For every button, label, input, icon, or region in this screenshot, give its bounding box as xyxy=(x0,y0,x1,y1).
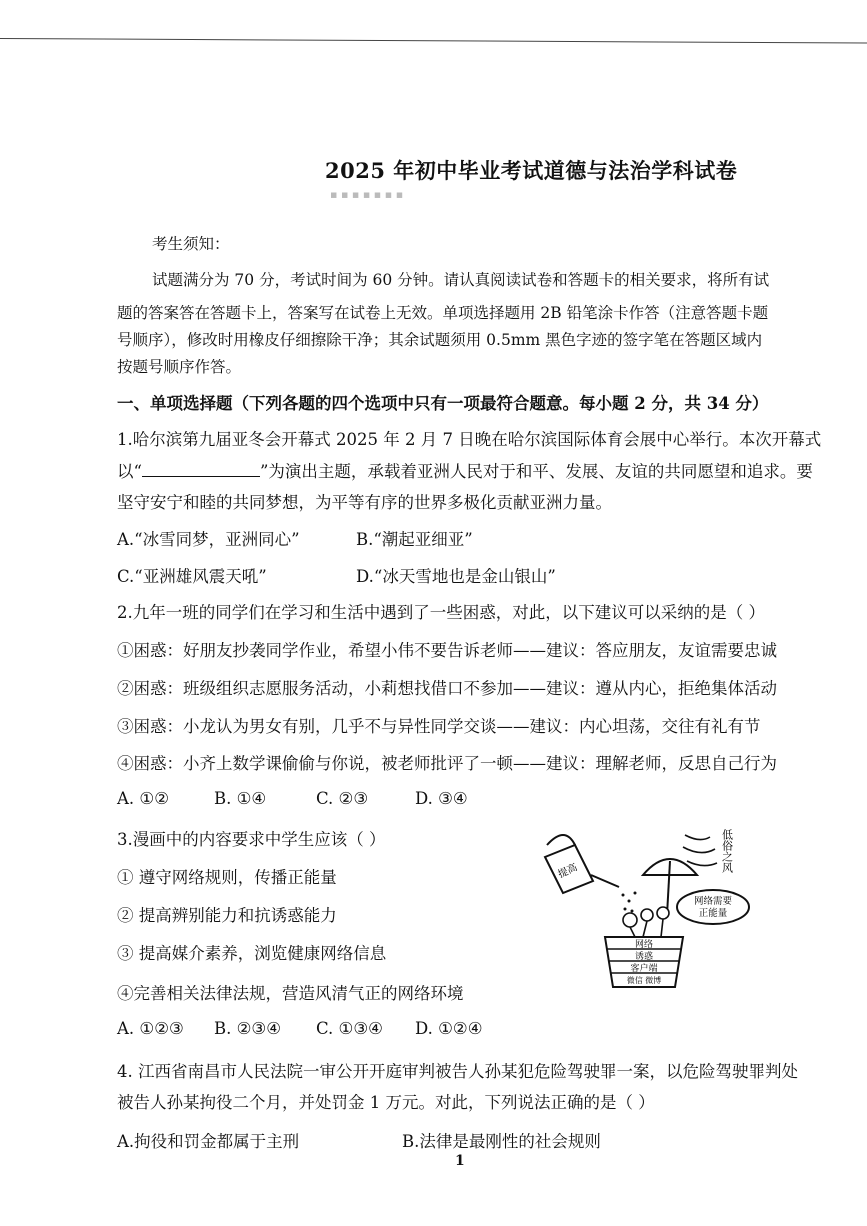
q2-item-3: ③困惑：小龙认为男女有别，几乎不与异性同学交谈——建议：内心坦荡，交往有礼有节 xyxy=(117,717,761,736)
q2-option-a: A. ①② xyxy=(117,789,169,808)
plant xyxy=(623,907,669,937)
q1-option-b: B.“潮起亚细亚” xyxy=(356,530,473,549)
section-one-heading: 一、单项选择题（下列各题的四个选项中只有一项最符合题意。每小题 2 分，共 34 分） xyxy=(117,394,769,413)
wind-label: 低俗之风 xyxy=(720,829,734,873)
q2-item-2: ②困惑：班级组织志愿服务活动，小莉想找借口不参加——建议：遵从内心，拒绝集体活动 xyxy=(117,679,777,698)
scan-edge-line xyxy=(0,38,867,44)
watering-can xyxy=(545,835,619,893)
q4-stem-line: 4. 江西省南昌市人民法院一审公开开庭审判被告人孙某犯危险驾驶罪一案，以危险驾驶罪判处 xyxy=(117,1062,798,1081)
pot-label-1: 网络 xyxy=(634,940,654,950)
flower-pot xyxy=(605,937,683,987)
q3-stem: 3.漫画中的内容要求中学生应该（ ） xyxy=(117,830,386,849)
q4-option-a: A.拘役和罚金都属于主刑 xyxy=(117,1132,300,1151)
q4-option-b: B.法律是最刚性的社会规则 xyxy=(402,1132,601,1151)
q2-option-c: C. ②③ xyxy=(316,789,369,808)
pot-label-4: 微信 微博 xyxy=(626,976,662,985)
notice-line: 号顺序），修改时用橡皮仔细擦除干净；其余试题须用 0.5mm 黑色字迹的签字笔在答题区域内 xyxy=(117,331,763,349)
q3-option-c: C. ①③④ xyxy=(316,1019,383,1038)
q3-option-a: A. ①②③ xyxy=(117,1019,184,1038)
q1-option-a: A.“冰雪同梦，亚洲同心” xyxy=(117,530,300,549)
q3-item-2: ② 提高辨别能力和抗诱惑能力 xyxy=(117,906,337,925)
faint-scan-marks: ▪ ▪ ▪ ▪ ▪ ▪ ▪ xyxy=(330,188,404,201)
q1-stem-line: 坚守安宁和睦的共同梦想，为平等有序的世界多极化贡献亚洲力量。 xyxy=(117,493,612,512)
q1-option-d: D.“冰天雪地也是金山银山” xyxy=(356,567,556,586)
q1-answer-blank xyxy=(142,462,260,477)
sign-text-1: 网络需要 xyxy=(693,896,733,907)
q2-item-1: ①困惑：好朋友抄袭同学作业，希望小伟不要告诉老师——建议：答应朋友，友谊需要忠诚 xyxy=(117,641,777,660)
wind-lines xyxy=(683,835,717,866)
pot-label-2: 诱惑 xyxy=(634,952,654,962)
q3-item-4: ④完善相关法律法规，营造风清气正的网络环境 xyxy=(117,984,464,1003)
exam-title: 2025 年初中毕业考试道德与法治学科试卷 xyxy=(325,158,738,183)
can-label: 提高 xyxy=(556,862,580,881)
q2-item-4: ④困惑：小齐上数学课偷偷与你说，被老师批评了一顿——建议：理解老师，反思自己行为 xyxy=(117,754,777,773)
notice-heading: 考生须知： xyxy=(152,235,230,253)
q3-item-3: ③ 提高媒介素养，浏览健康网络信息 xyxy=(117,944,387,963)
q3-item-1: ① 遵守网络规则，传播正能量 xyxy=(117,868,337,887)
q2-option-b: B. ①④ xyxy=(214,789,267,808)
pot-label-3: 客户端 xyxy=(630,964,658,974)
cartoon-illustration xyxy=(535,815,760,990)
q1-option-c: C.“亚洲雄风震天吼” xyxy=(117,567,267,586)
q1-stem-line xyxy=(117,458,813,482)
q1-quote-open: 以“ xyxy=(117,462,142,481)
q1-stem-line: 1.哈尔滨第九届亚冬会开幕式 2025 年 2 月 7 日晚在哈尔滨国际体育会展中心举行。本次开幕式 xyxy=(117,430,822,449)
notice-line: 试题满分为 70 分，考试时间为 60 分钟。请认真阅读试卷和答题卡的相关要求，将所有试 xyxy=(152,271,770,289)
sign-text-2: 正能量 xyxy=(698,908,728,919)
q3-option-d: D. ①②④ xyxy=(415,1019,483,1038)
q2-stem: 2.九年一班的同学们在学习和生活中遇到了一些困惑，对此，以下建议可以采纳的是（ ） xyxy=(117,603,765,622)
notice-line: 题的答案答在答题卡上，答案写在试卷上无效。单项选择题用 2B 铅笔涂卡作答（注意答题卡题 xyxy=(117,304,769,322)
q1-stem-rest: ”为演出主题，承载着亚洲人民对于和平、发展、友谊的共同愿望和追求。要 xyxy=(259,462,813,481)
q2-option-d: D. ③④ xyxy=(415,789,468,808)
notice-line: 按题号顺序作答。 xyxy=(117,358,242,376)
q4-stem-line: 被告人孙某拘役二个月，并处罚金 1 万元。对此，下列说法正确的是（ ） xyxy=(117,1093,655,1112)
page-number: 1 xyxy=(455,1153,465,1169)
water-drops xyxy=(622,892,637,913)
q3-option-b: B. ②③④ xyxy=(214,1019,281,1038)
sign-bubble xyxy=(677,890,749,924)
